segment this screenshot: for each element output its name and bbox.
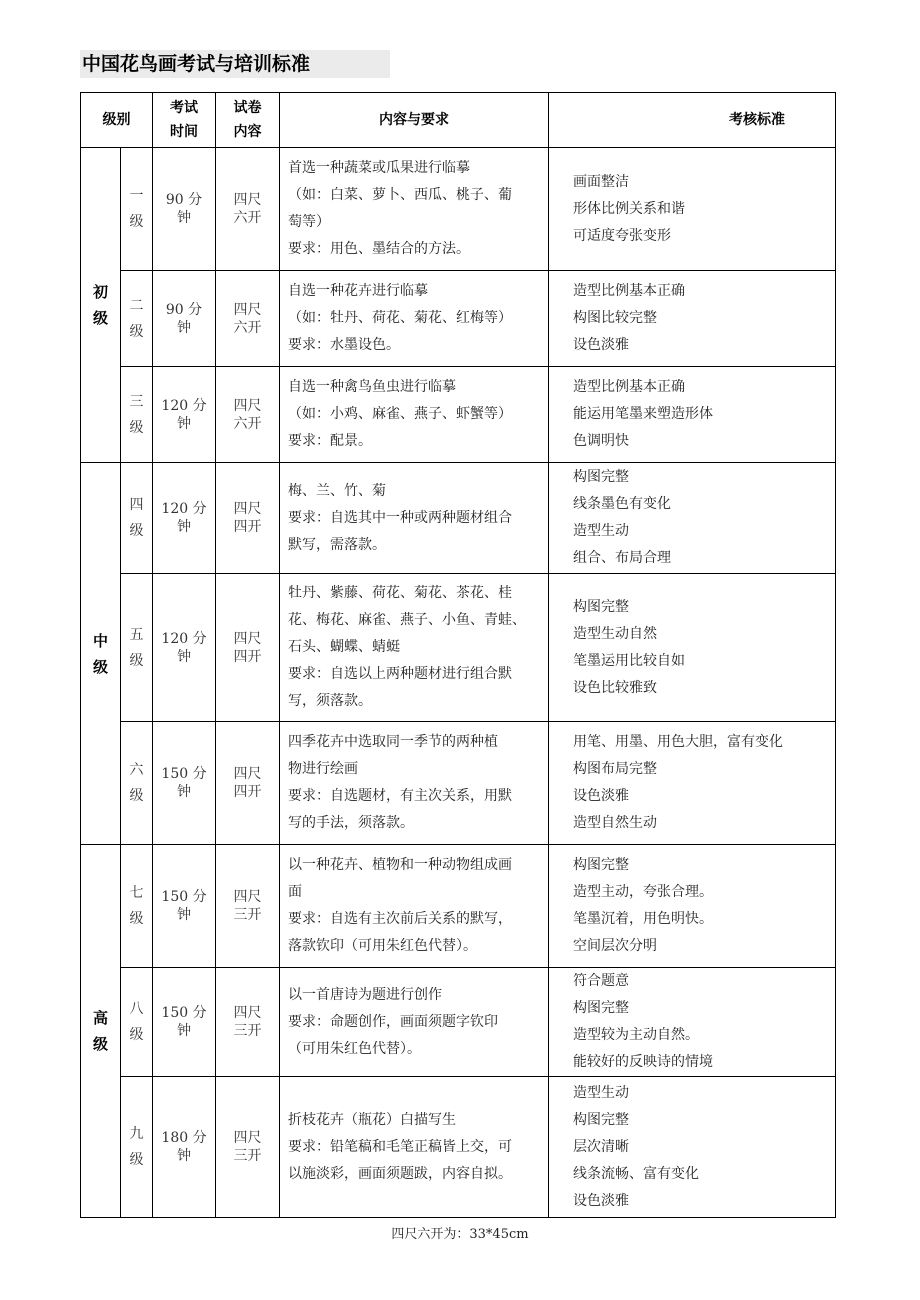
level-group-label: 级 [92,309,108,327]
paper-size-text: 三开 [233,1148,262,1164]
criteria-line: 构图完整 [573,469,629,485]
criteria-cell [549,845,836,968]
content-line: 要求：命题创作，画面须题字钦印 [288,1013,498,1030]
exam-time-text: 钟 [177,319,191,336]
exam-time-text: 150 分 [161,1005,207,1021]
criteria-cell [549,722,836,845]
content-line: 牡丹、紫藤、荷花、菊花、茶花、桂 [288,585,512,601]
content-line: 花、梅花、麻雀、燕子、小鱼、青蛙、 [288,612,526,628]
standards-table [80,92,836,1218]
content-line: 要求：水墨设色。 [288,337,400,353]
criteria-line: 线条墨色有变化 [573,496,671,512]
sublevel-cell [121,722,153,845]
criteria-line: 构图比较完整 [573,310,657,326]
sublevel-label: 九 [129,1126,144,1142]
criteria-line: 画面整洁 [573,173,629,190]
criteria-line: 空间层次分明 [573,938,657,954]
content-line: 自选一种花卉进行临摹 [288,283,428,299]
table-row [81,367,836,463]
content-cell [280,845,549,968]
content-cell [280,574,549,722]
content-line: 折枝花卉（瓶花）白描写生 [288,1111,456,1128]
paper-size-cell [216,845,280,968]
exam-time-text: 90 分 [165,192,203,208]
sublevel-label: 级 [129,214,144,230]
content-line: 要求：自选题材，有主次关系，用默 [288,788,512,804]
exam-time-cell [153,271,216,367]
paper-size-cell [216,367,280,463]
criteria-line: 构图布局完整 [573,761,657,777]
exam-time-text: 120 分 [161,397,207,414]
criteria-line: 能较好的反映诗的情境 [573,1054,713,1070]
content-line: 以一种花卉、植物和一种动物组成画 [288,857,512,873]
sublevel-cell [121,968,153,1077]
exam-time-text: 钟 [177,1023,191,1039]
paper-size-text: 四尺 [233,397,262,414]
content-cell [280,1077,549,1218]
paper-size-text: 四尺 [233,1130,262,1146]
criteria-line: 形体比例关系和谐 [573,200,685,217]
criteria-cell [549,271,836,367]
exam-time-cell [153,574,216,722]
paper-size-text: 四尺 [233,766,262,782]
sublevel-label: 级 [129,911,144,927]
criteria-line: 造型生动 [573,523,629,539]
exam-time-text: 150 分 [161,889,207,905]
criteria-line: 色调明快 [573,433,629,449]
paper-size-cell [216,271,280,367]
paper-size-text: 六开 [233,210,262,226]
criteria-cell [549,463,836,574]
content-line: （可用朱红色代替）。 [288,1040,421,1057]
criteria-line: 设色淡雅 [573,788,629,804]
criteria-line: 符合题意 [573,973,629,989]
paper-size-text: 三开 [233,907,262,923]
paper-size-text: 六开 [233,415,262,432]
criteria-line: 造型生动自然 [573,625,657,642]
sublevel-label: 级 [129,652,144,669]
table-row [81,574,836,722]
content-cell [280,968,549,1077]
exam-time-text: 120 分 [161,630,207,647]
content-line: 梅、兰、竹、菊 [288,482,386,499]
paper-size-text: 四尺 [233,501,262,517]
content-line: 要求：自选以上两种题材进行组合默 [288,666,512,682]
content-cell [280,367,549,463]
header-paper: 试卷 内容 [216,93,280,148]
paper-size-text: 六开 [233,319,262,336]
exam-time-text: 180 分 [161,1130,207,1146]
exam-time-cell [153,1077,216,1218]
content-cell [280,271,549,367]
sublevel-label: 一 [129,188,144,204]
paper-size-cell [216,1077,280,1218]
exam-time-text: 钟 [177,210,191,226]
content-cell [280,463,549,574]
exam-time-text: 150 分 [161,766,207,782]
exam-time-cell [153,367,216,463]
exam-time-text: 钟 [177,1148,191,1164]
sublevel-cell [121,1077,153,1218]
level-group-label: 级 [92,1035,108,1053]
content-line: 萄等） [288,214,330,230]
header-content: 内容与要求 [280,93,549,148]
sublevel-label: 级 [129,788,144,804]
criteria-cell [549,574,836,722]
criteria-line: 造型比例基本正确 [573,283,685,299]
content-line: 首选一种蔬菜或瓜果进行临摹 [288,160,470,176]
content-line: 要求：用色、墨结合的方法。 [288,241,470,257]
criteria-line: 设色淡雅 [573,337,629,353]
footer-note: 四尺六开为：33*45cm [391,1227,529,1242]
criteria-line: 设色比较雅致 [573,679,657,696]
content-line: 面 [288,884,302,900]
sublevel-label: 二 [129,297,144,314]
paper-size-text: 四尺 [233,301,262,318]
criteria-line: 笔墨沉着，用色明快。 [573,911,713,927]
sublevel-label: 级 [129,523,144,539]
sublevel-label: 三 [129,393,144,410]
exam-time-text: 钟 [177,415,191,432]
paper-size-text: 四尺 [233,1005,262,1021]
content-line: 石头、蝴蝶、蜻蜓 [288,639,400,655]
level-group-label: 级 [92,657,108,676]
criteria-line: 造型生动 [573,1084,629,1101]
paper-size-text: 三开 [233,1023,262,1039]
level-group-cell [81,463,121,845]
content-line: 自选一种禽鸟鱼虫进行临摹 [288,379,456,395]
sublevel-cell [121,845,153,968]
page-title: 中国花鸟画考试与培训标准 [80,50,390,78]
sublevel-label: 级 [129,1027,144,1043]
sublevel-cell [121,271,153,367]
level-group-label: 初 [92,283,108,301]
exam-time-cell [153,463,216,574]
level-group-cell [81,845,121,1218]
content-line: 写的手法，须落款。 [288,815,414,831]
content-line: 以一首唐诗为题进行创作 [288,986,442,1003]
content-line: 默写，需落款。 [288,536,386,553]
sublevel-label: 级 [129,1152,144,1168]
content-line: 写，须落款。 [288,693,372,709]
criteria-line: 设色淡雅 [573,1192,629,1209]
criteria-line: 可适度夸张变形 [573,227,671,244]
sublevel-label: 八 [129,1001,144,1017]
criteria-cell [549,148,836,271]
paper-size-text: 四尺 [233,630,262,647]
sublevel-label: 级 [129,323,144,340]
criteria-line: 构图完整 [573,857,629,873]
paper-size-text: 四开 [233,519,262,535]
content-line: 物进行绘画 [288,761,358,777]
header-level: 级别 [81,93,153,148]
header-time: 考试 时间 [153,93,216,148]
table-row [81,722,836,845]
content-line: 四季花卉中选取同一季节的两种植 [288,734,498,750]
level-group-label: 中 [92,631,108,650]
criteria-line: 造型主动，夸张合理。 [573,884,713,900]
content-line: 落款钦印（可用朱红色代替）。 [288,938,477,954]
paper-size-text: 四尺 [233,889,262,905]
content-cell [280,722,549,845]
level-group-label: 高 [92,1009,108,1027]
criteria-line: 造型比例基本正确 [573,379,685,395]
criteria-cell [549,968,836,1077]
content-line: 要求：配景。 [288,433,372,449]
exam-time-text: 钟 [177,784,191,800]
paper-size-cell [216,968,280,1077]
header-criteria: 考核标准 [549,93,836,148]
sublevel-label: 六 [129,762,144,778]
paper-size-cell [216,722,280,845]
exam-time-cell [153,845,216,968]
criteria-line: 能运用笔墨来塑造形体 [573,406,713,422]
table-row [81,968,836,1077]
content-line: （如：牡丹、荷花、菊花、红梅等） [288,310,512,326]
criteria-line: 造型自然生动 [573,815,657,831]
criteria-line: 构图完整 [573,598,629,615]
paper-size-text: 四尺 [233,192,262,208]
exam-time-text: 90 分 [165,301,203,318]
content-line: 要求：铅笔稿和毛笔正稿皆上交，可 [288,1138,512,1155]
level-group-cell [81,148,121,463]
content-line: （如：白菜、萝卜、西瓜、桃子、葡 [288,187,512,203]
table-row [81,271,836,367]
criteria-line: 层次清晰 [573,1138,629,1155]
sublevel-label: 级 [129,419,144,436]
content-line: 要求：自选有主次前后关系的默写， [288,911,512,927]
table-row [81,148,836,271]
content-line: 要求：自选其中一种或两种题材组合 [288,509,512,526]
sublevel-cell [121,148,153,271]
sublevel-cell [121,463,153,574]
exam-time-text: 钟 [177,648,191,665]
sublevel-label: 七 [129,885,144,901]
header-row [81,93,836,148]
paper-size-text: 四开 [233,648,262,665]
paper-size-cell [216,148,280,271]
criteria-line: 构图完整 [573,1000,629,1016]
criteria-line: 用笔、用墨、用色大胆，富有变化 [573,734,783,750]
paper-size-cell [216,463,280,574]
sublevel-cell [121,574,153,722]
sublevel-label: 五 [129,626,144,643]
criteria-line: 构图完整 [573,1111,629,1128]
content-line: （如：小鸡、麻雀、燕子、虾蟹等） [288,406,512,422]
paper-size-text: 四开 [233,784,262,800]
table-row [81,463,836,574]
exam-time-cell [153,722,216,845]
table-row [81,1077,836,1218]
exam-time-text: 120 分 [161,501,207,517]
sublevel-cell [121,367,153,463]
exam-time-cell [153,148,216,271]
table-row [81,845,836,968]
criteria-cell [549,1077,836,1218]
content-line: 以施淡彩，画面须题跋，内容自拟。 [288,1165,512,1182]
exam-time-text: 钟 [177,907,191,923]
criteria-cell [549,367,836,463]
content-cell [280,148,549,271]
paper-size-cell [216,574,280,722]
criteria-line: 造型较为主动自然。 [573,1027,699,1043]
exam-time-cell [153,968,216,1077]
criteria-line: 笔墨运用比较自如 [573,652,685,669]
criteria-line: 组合、布局合理 [573,550,671,566]
criteria-line: 线条流畅、富有变化 [573,1165,699,1182]
sublevel-label: 四 [129,497,144,513]
exam-time-text: 钟 [177,519,191,535]
